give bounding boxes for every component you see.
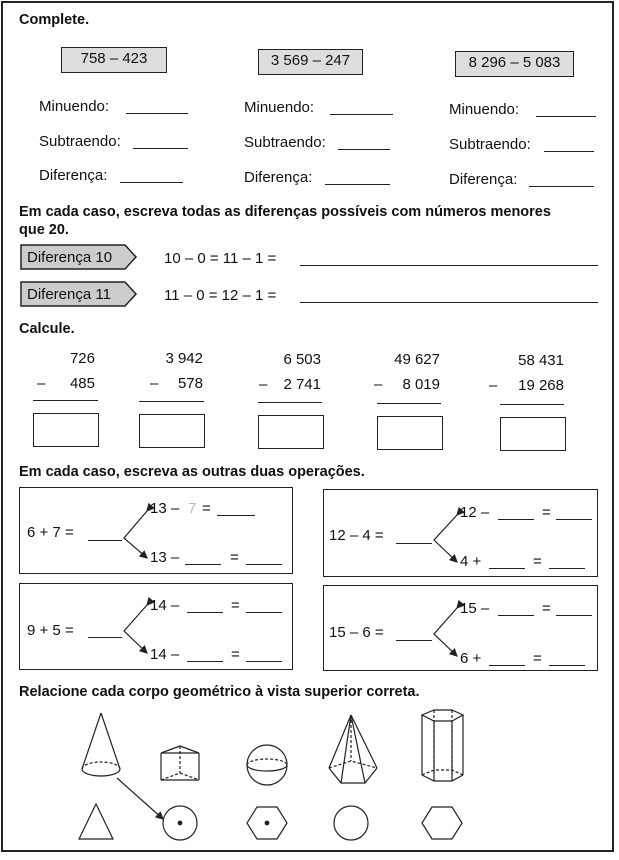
fact-lower-equals: = (230, 549, 239, 566)
minuendo-label: Minuendo: (449, 101, 520, 118)
subtraendo-label: Subtraendo: (39, 133, 121, 150)
fact-lower-start: 6 + (460, 650, 482, 667)
fact-upper-equals: = (542, 504, 551, 521)
subtraendo-label: Subtraendo: (244, 134, 326, 151)
section1-title: Complete. (19, 12, 90, 28)
fact-equation: 15 – 6 = (329, 624, 384, 641)
fact-lower-equals: = (231, 646, 240, 663)
calc-bottom-number: 578 (177, 375, 203, 392)
fact-lower-start: 13 – (150, 549, 180, 566)
sphere-icon (247, 745, 287, 785)
minuendo-label: Minuendo: (39, 98, 110, 115)
circle-icon (334, 806, 368, 840)
geometric-solids (3, 3, 619, 860)
diferenca-label: Diferença: (39, 167, 108, 184)
cone-icon (82, 713, 120, 776)
difference-11-tag: Diferença 11 (27, 286, 111, 303)
triangular-prism-icon (161, 746, 199, 780)
subtraendo-label: Subtraendo: (449, 136, 531, 153)
problem-box-1: 758 – 423 (61, 47, 167, 73)
section3-title: Calcule. (19, 321, 75, 337)
calc-top-number: 6 503 (283, 351, 321, 368)
hexagon-with-dot-icon (247, 807, 287, 839)
minus-sign: – (259, 376, 268, 393)
example-connection-arrow (117, 778, 163, 819)
triangle-icon (79, 804, 113, 839)
calc-bottom-number: 8 019 (402, 376, 440, 393)
fact-equation: 6 + 7 = (27, 524, 74, 541)
problem-box-3: 8 296 – 5 083 (455, 51, 574, 77)
fact-lower-equals: = (533, 650, 542, 667)
pentagonal-pyramid-icon (329, 715, 377, 783)
difference-11-text: 11 – 0 = 12 – 1 = (164, 287, 277, 304)
section5-title: Relacione cada corpo geométrico à vista superior correta. (19, 684, 420, 700)
minus-sign: – (374, 376, 383, 393)
fact-upper-equals: = (231, 597, 240, 614)
minuendo-label: Minuendo: (244, 99, 315, 116)
calc-top-number: 49 627 (394, 351, 440, 368)
fact-hint: 7 (188, 500, 197, 517)
fact-lower-start: 4 + (460, 553, 482, 570)
fact-equation: 9 + 5 = (27, 622, 74, 639)
fact-upper-equals: = (202, 500, 211, 517)
fact-upper-equals: = (542, 600, 551, 617)
minus-sign: – (37, 375, 46, 392)
diferenca-label: Diferença: (244, 169, 313, 186)
diferenca-label: Diferença: (449, 171, 518, 188)
fact-upper-start: 15 – (460, 600, 490, 617)
section2-title-line2: que 20. (19, 222, 69, 238)
worksheet-page (1, 1, 614, 852)
minus-sign: – (489, 377, 498, 394)
calc-top-number: 58 431 (518, 352, 564, 369)
section4-title: Em cada caso, escreva as outras duas operações. (19, 464, 365, 480)
difference-10-text: 10 – 0 = 11 – 1 = (164, 250, 277, 267)
hexagonal-prism-icon (422, 710, 463, 781)
calc-bottom-number: 19 268 (518, 377, 564, 394)
fact-upper-start: 13 – (150, 500, 180, 517)
calc-top-number: 3 942 (165, 350, 203, 367)
fact-upper-start: 12 – (460, 504, 490, 521)
calc-bottom-number: 485 (69, 375, 95, 392)
section2-title-line1: Em cada caso, escreva todas as diferenças possíveis com números menores (19, 204, 551, 220)
fact-lower-equals: = (533, 553, 542, 570)
fact-lower-start: 14 – (150, 646, 180, 663)
hexagon-icon (422, 807, 462, 839)
calc-bottom-number: 2 741 (283, 376, 321, 393)
fact-equation: 12 – 4 = (329, 527, 384, 544)
calc-top-number: 726 (69, 350, 95, 367)
fact-upper-start: 14 – (150, 597, 180, 614)
problem-box-2: 3 569 – 247 (258, 49, 363, 75)
circle-with-dot-icon (163, 806, 197, 840)
minus-sign: – (150, 375, 159, 392)
difference-10-tag: Diferença 10 (27, 249, 113, 266)
